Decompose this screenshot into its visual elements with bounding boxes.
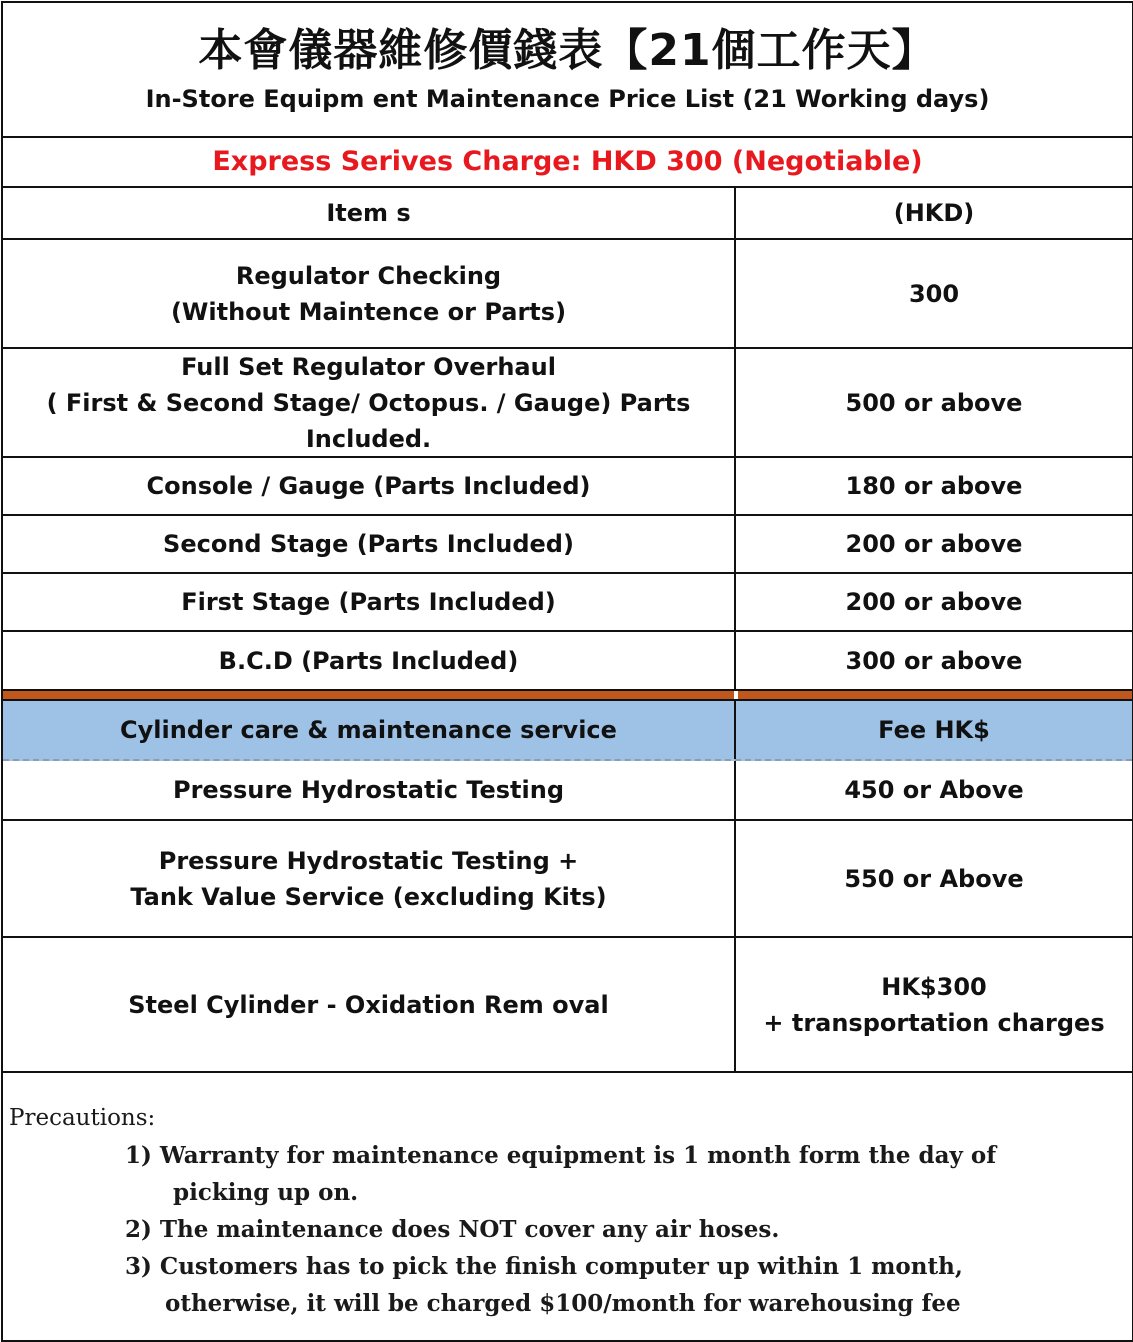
title-block xyxy=(3,3,1132,138)
precaution-text: 2) The maintenance does NOT cover any air hoses. xyxy=(125,1216,780,1243)
item-line: Regulator Checking xyxy=(235,261,502,290)
section-divider-bar xyxy=(3,689,1132,701)
table-row xyxy=(3,240,1132,349)
item-cell: B.C.D (Parts Included) xyxy=(3,632,736,690)
price-cell: 550 or Above xyxy=(844,864,1024,893)
table-row xyxy=(3,349,1132,458)
price-list-sheet xyxy=(1,1,1133,1342)
table-row xyxy=(3,632,1132,690)
item-line: Pressure Hydrostatic Testing + xyxy=(158,846,579,875)
precaution-item xyxy=(125,1248,1025,1322)
item-cell: Pressure Hydrostatic Testing xyxy=(3,761,736,819)
price-cell: 300 xyxy=(908,279,960,308)
table-row xyxy=(3,761,1132,821)
column-header-price: (HKD) xyxy=(893,199,975,227)
price-cell: 200 or above xyxy=(845,530,1023,558)
price-cell: 300 or above xyxy=(845,647,1023,675)
price-cell: 450 or Above xyxy=(844,776,1024,804)
table-header-row xyxy=(3,188,1132,240)
title-english: In-Store Equipm ent Maintenance Price List (21 Working days) xyxy=(145,85,990,113)
precaution-continuation: otherwise, it will be charged $100/month for warehousing fee xyxy=(165,1290,961,1317)
table-row xyxy=(3,821,1132,938)
table-row xyxy=(3,574,1132,632)
precautions-title: Precautions: xyxy=(9,1105,156,1131)
item-cell xyxy=(3,821,736,936)
price-line: HK$300 xyxy=(881,972,987,1001)
item-cell xyxy=(3,240,736,347)
cylinder-header-item: Cylinder care & maintenance service xyxy=(3,701,736,759)
price-line: + transportation charges xyxy=(763,1008,1105,1037)
item-cell xyxy=(3,349,736,456)
item-cell: Steel Cylinder - Oxidation Rem oval xyxy=(3,938,736,1071)
price-cell: 180 or above xyxy=(845,472,1023,500)
express-service-charge: Express Serives Charge: HKD 300 (Negotiable) xyxy=(3,138,1132,188)
item-line: Full Set Regulator Overhaul xyxy=(181,352,556,381)
item-cell: Console / Gauge (Parts Included) xyxy=(3,458,736,514)
item-line: Tank Value Service (excluding Kits) xyxy=(130,882,607,911)
item-cell: First Stage (Parts Included) xyxy=(3,574,736,630)
column-header-items: Item s xyxy=(3,188,736,238)
table-row xyxy=(3,458,1132,516)
precaution-item xyxy=(125,1211,1025,1248)
item-cell: Second Stage (Parts Included) xyxy=(3,516,736,572)
table-row xyxy=(3,516,1132,574)
cylinder-header-fee: Fee HK$ xyxy=(878,716,990,744)
precautions-section xyxy=(3,1071,1132,1342)
title-chinese: 本會儀器維修價錢表【21個工作天】 xyxy=(198,25,937,76)
precaution-text: 3) Customers has to pick the finish computer up within 1 month, xyxy=(125,1253,963,1280)
price-cell: 500 or above xyxy=(845,388,1023,417)
price-cell: 200 or above xyxy=(845,588,1023,616)
price-cell xyxy=(736,938,1132,1071)
precaution-item xyxy=(125,1137,1025,1211)
cylinder-section-header xyxy=(3,701,1132,761)
precaution-continuation: picking up on. xyxy=(173,1179,359,1206)
item-line: ( First & Second Stage/ Octopus. / Gauge) Parts Included. xyxy=(46,388,691,453)
table-row xyxy=(3,938,1132,1071)
item-line: (Without Maintence or Parts) xyxy=(170,297,567,326)
divider-gap xyxy=(734,691,738,699)
precaution-text: 1) Warranty for maintenance equipment is 1 month form the day of xyxy=(125,1142,997,1169)
